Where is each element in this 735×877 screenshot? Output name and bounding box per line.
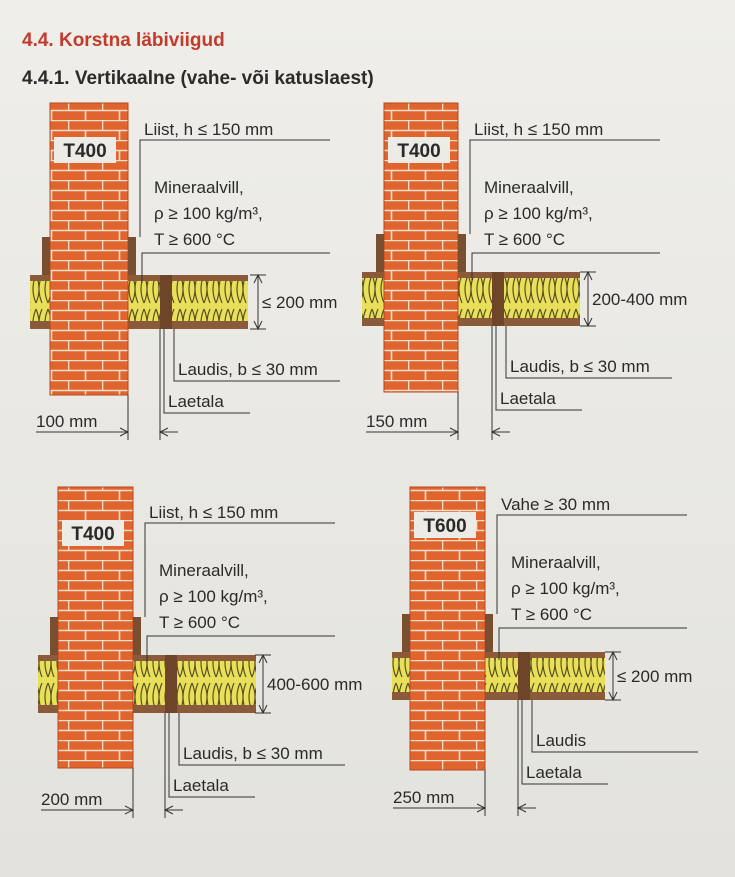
temperature-label: T ≥ 600 °C xyxy=(159,613,241,632)
top-label: Vahe ≥ 30 mm xyxy=(501,495,611,514)
clearance-label: 200 mm xyxy=(41,790,103,809)
mineral-wool-label: Mineraalvill, xyxy=(484,178,574,197)
mineral-wool-label: Mineraalvill, xyxy=(154,178,244,197)
clearance-label: 250 mm xyxy=(393,788,455,807)
joist xyxy=(492,272,504,326)
mineral-wool-left xyxy=(38,661,58,705)
clearance-arrows xyxy=(125,806,173,814)
top-label: Liist, h ≤ 150 mm xyxy=(149,503,279,522)
mineral-wool-left xyxy=(392,658,410,692)
trim-strip-right xyxy=(458,234,466,272)
clearance-arrows xyxy=(477,804,526,812)
trim-strip-right xyxy=(485,614,493,652)
mineral-wool-right xyxy=(485,658,605,692)
joist xyxy=(165,655,177,713)
clearance-arrows xyxy=(120,428,168,436)
temperature-class-label: T400 xyxy=(63,141,107,162)
trim-strip-left xyxy=(402,614,410,652)
top-label: Liist, h ≤ 150 mm xyxy=(474,120,604,139)
density-label: ρ ≥ 100 kg/m³, xyxy=(154,204,263,223)
joist xyxy=(518,652,530,700)
top-label: Liist, h ≤ 150 mm xyxy=(144,120,274,139)
temperature-label: T ≥ 600 °C xyxy=(511,605,593,624)
mineral-wool-right xyxy=(458,278,580,318)
chimney-panel-4 xyxy=(392,487,698,816)
trim-strip-left xyxy=(376,234,384,272)
density-label: ρ ≥ 100 kg/m³, xyxy=(511,579,620,598)
trim-strip-left xyxy=(50,617,58,655)
board-label: Laudis, b ≤ 30 mm xyxy=(183,744,323,763)
joist-label: Laetala xyxy=(173,776,229,795)
joist-label: Laetala xyxy=(526,763,582,782)
thickness-label: 200-400 mm xyxy=(592,290,688,309)
mineral-wool-label: Mineraalvill, xyxy=(159,561,249,580)
chimney-panel-3 xyxy=(38,487,362,818)
joist xyxy=(160,275,172,329)
temperature-class-label: T400 xyxy=(71,524,115,545)
thickness-label: ≤ 200 mm xyxy=(262,293,338,312)
mineral-wool-label: Mineraalvill, xyxy=(511,553,601,572)
board-label: Laudis, b ≤ 30 mm xyxy=(178,360,318,379)
temperature-class-label: T600 xyxy=(423,516,467,537)
board-label: Laudis xyxy=(536,731,587,750)
temperature-class-label: T400 xyxy=(397,141,441,162)
mineral-wool-right xyxy=(128,281,248,321)
board-label: Laudis, b ≤ 30 mm xyxy=(510,357,650,376)
joist-label: Laetala xyxy=(500,389,556,408)
clearance-label: 100 mm xyxy=(36,412,98,431)
mineral-wool-left xyxy=(30,281,50,321)
thickness-label: 400-600 mm xyxy=(267,675,363,694)
subsection-heading: 4.4.1. Vertikaalne (vahe- või katuslaest) xyxy=(22,68,374,89)
joist-label: Laetala xyxy=(168,392,224,411)
clearance-label: 150 mm xyxy=(366,412,428,431)
trim-strip-left xyxy=(42,237,50,275)
thickness-label: ≤ 200 mm xyxy=(617,667,693,686)
chimney-panel-2 xyxy=(362,103,687,440)
mineral-wool-left xyxy=(362,278,384,318)
density-label: ρ ≥ 100 kg/m³, xyxy=(159,587,268,606)
temperature-label: T ≥ 600 °C xyxy=(154,230,236,249)
mineral-wool-right xyxy=(133,661,256,705)
density-label: ρ ≥ 100 kg/m³, xyxy=(484,204,593,223)
temperature-label: T ≥ 600 °C xyxy=(484,230,566,249)
trim-strip-right xyxy=(128,237,136,275)
chimney-panel-1 xyxy=(30,103,340,440)
trim-strip-right xyxy=(133,617,141,655)
section-heading: 4.4. Korstna läbiviigud xyxy=(22,30,225,51)
